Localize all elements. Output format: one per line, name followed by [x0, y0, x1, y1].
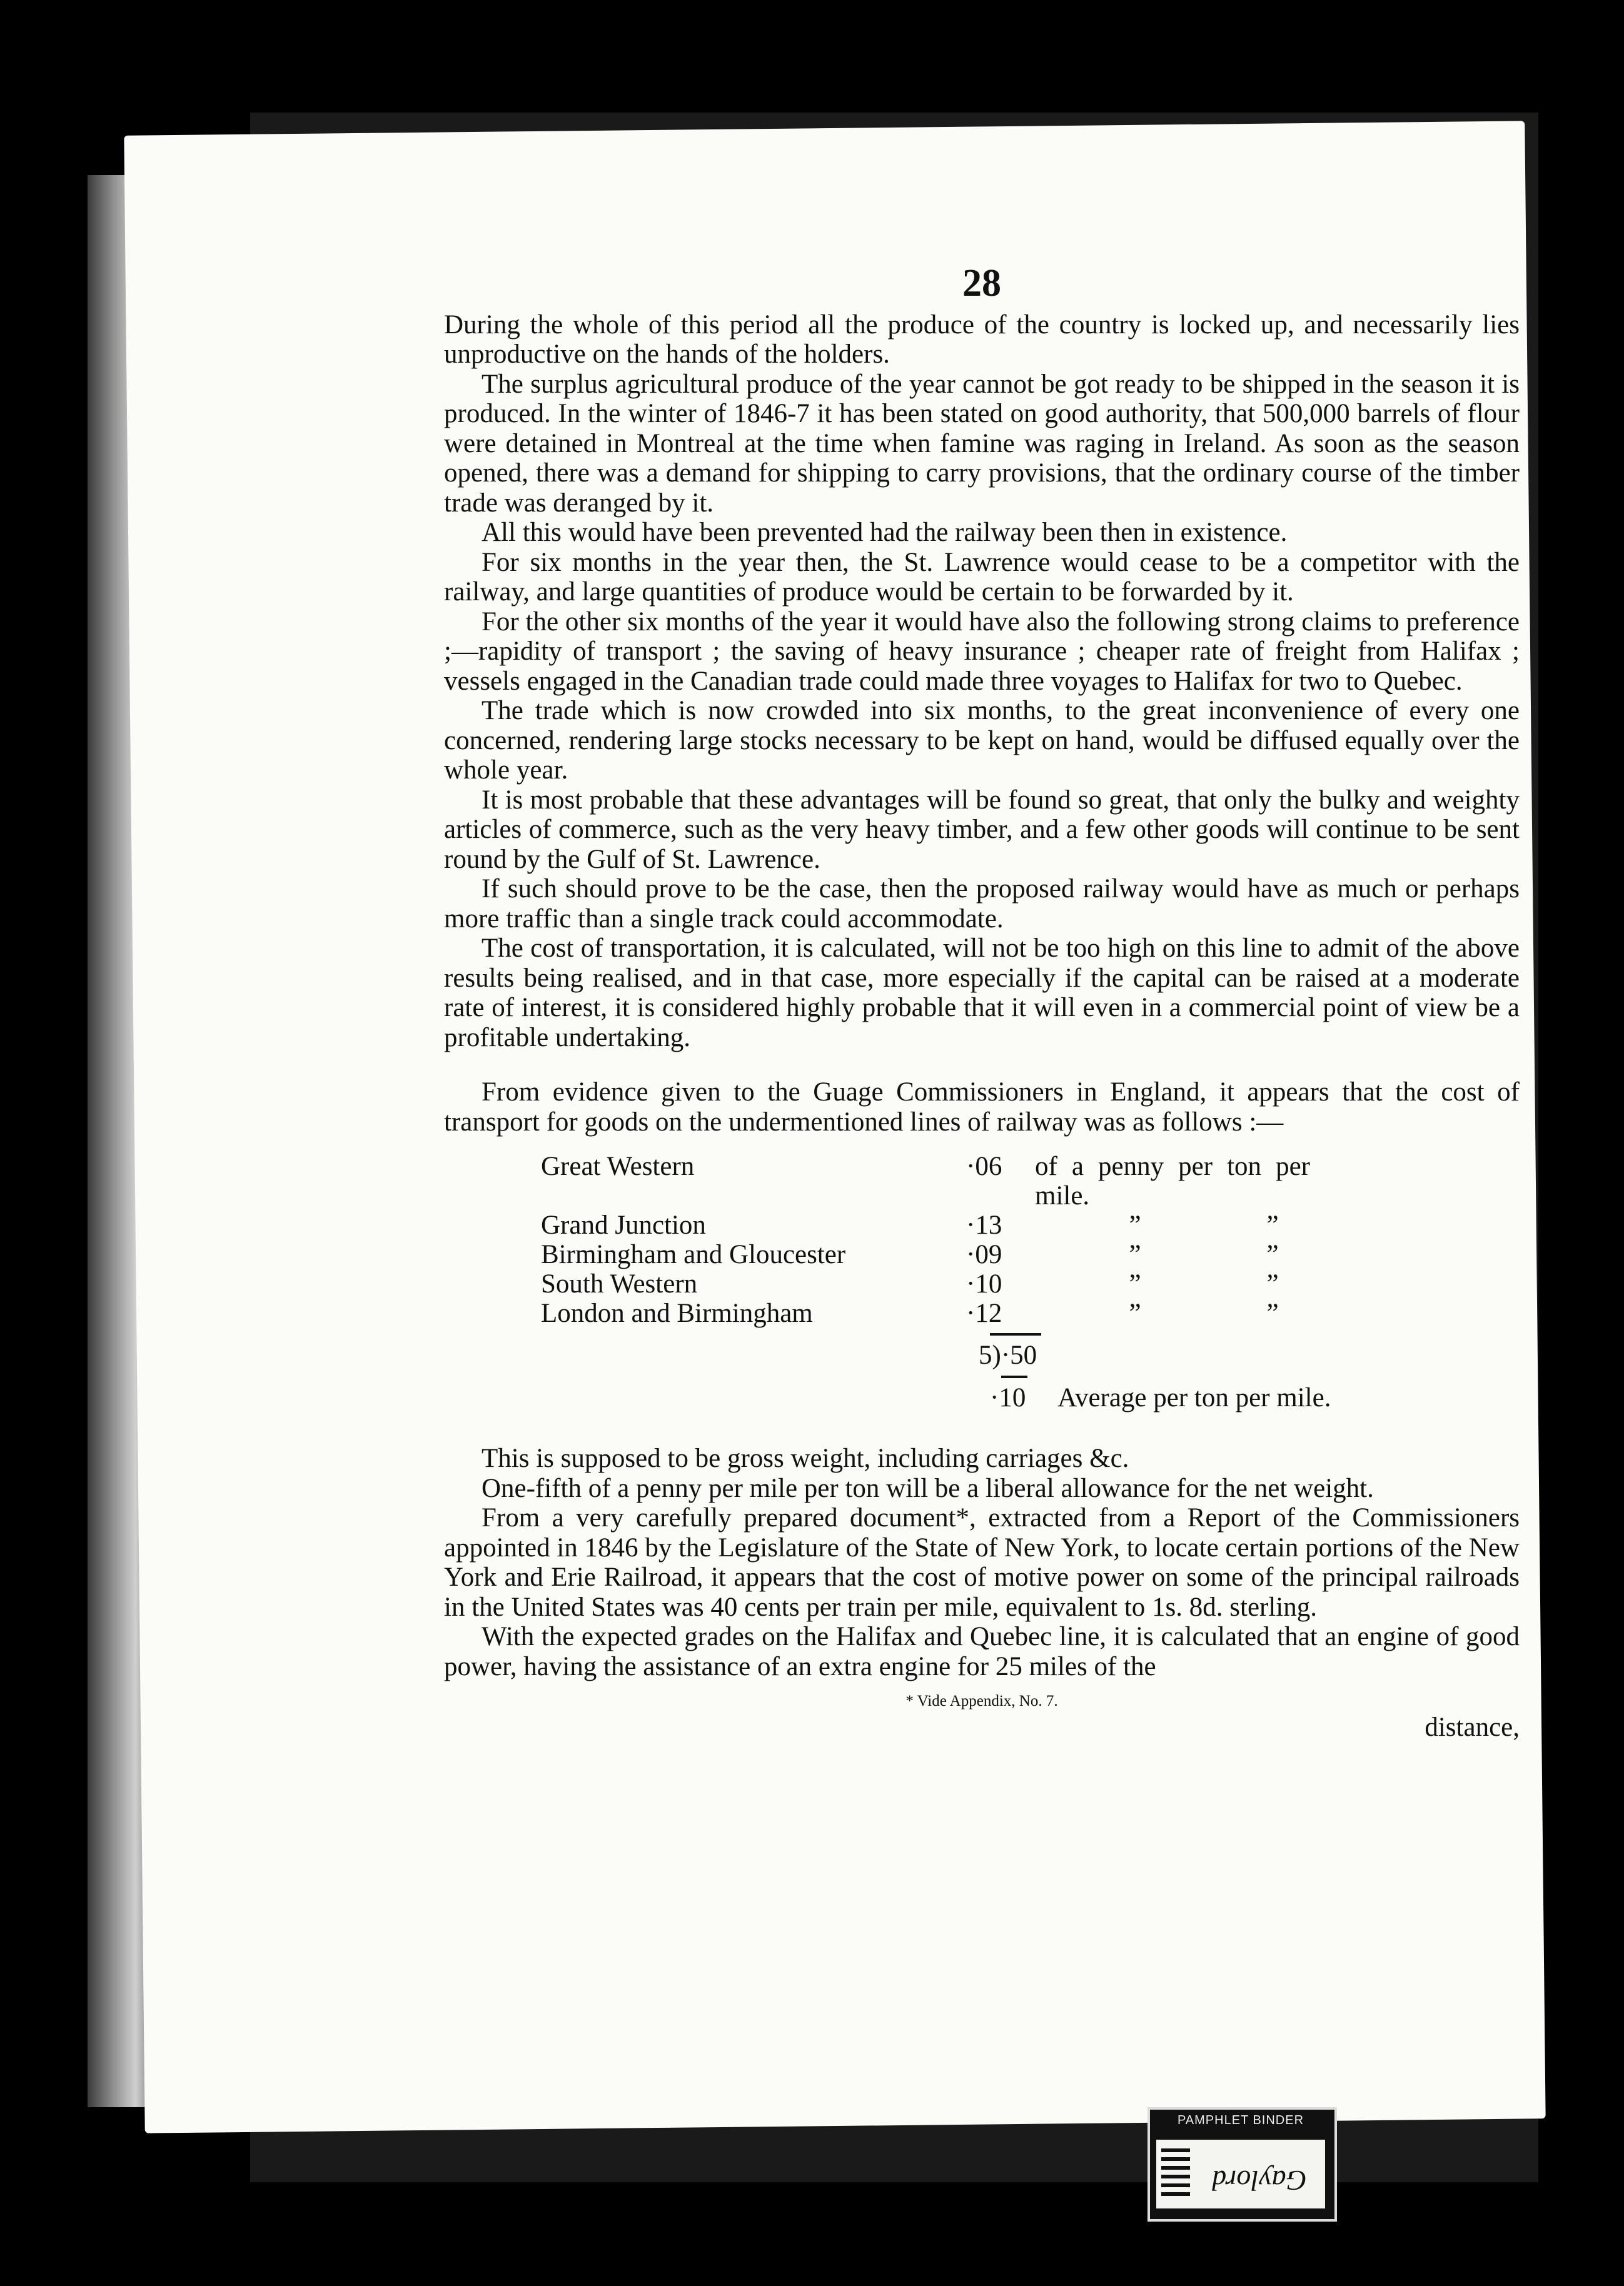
gaylord-logo-icon	[1156, 2140, 1325, 2208]
ditto-mark: ”	[1266, 1299, 1279, 1328]
table-row	[541, 1152, 1310, 1211]
table-row	[541, 1269, 1310, 1299]
ditto-mark: ”	[1129, 1240, 1141, 1269]
catchword: distance,	[1425, 1712, 1520, 1742]
binder-label	[1147, 2107, 1337, 2222]
rate-unit: of a penny per ton per mile.	[1035, 1152, 1310, 1211]
paragraph: During the whole of this period all the produce of the country is locked up, and necessarily lies unproductive on the hands of the holders.	[444, 310, 1520, 369]
ditto-mark: ”	[1266, 1269, 1279, 1299]
paragraph: If such should prove to be the case, then the proposed railway would have as much or perhaps more traffic than a single track could accommodate.	[444, 874, 1520, 934]
rate-value: ·10	[966, 1269, 1002, 1299]
svg-text:Gaylord: Gaylord	[1212, 2165, 1307, 2197]
sum-block	[979, 1333, 1520, 1412]
line-name: Birmingham and Gloucester	[541, 1240, 846, 1269]
paragraph: The cost of transportation, it is calculated, will not be too high on this line to admit of the above results being realised, and in that case, more especially if the capital can be raised at a moderate rate of interest, it is considered highly probable that it will even in a commercial point of view be a profitable undertaking.	[444, 934, 1520, 1052]
table-row	[541, 1240, 1310, 1269]
line-name: Grand Junction	[541, 1211, 706, 1240]
paragraph: With the expected grades on the Halifax and Quebec line, it is calculated that an engine of good power, having the assistance of an extra engine for 25 miles of the	[444, 1622, 1520, 1681]
ditto-mark: ”	[1129, 1299, 1141, 1328]
average-value: ·10	[990, 1382, 1026, 1412]
paragraph: From a very carefully prepared document*, extracted from a Report of the Commissioners appointed in 1846 by the Legislature of the State of New York, to locate certain portions of the New York and Erie Railroad, it appears that the cost of motive power on some of the principal railroads in the United States was 40 cents per train per mile, equivalent to 1s. 8d. sterling.	[444, 1503, 1520, 1622]
paragraph: One-fifth of a penny per mile per ton will be a liberal allowance for the net weight.	[482, 1473, 1374, 1503]
rates-table	[541, 1152, 1310, 1328]
page-number: 28	[962, 262, 1001, 305]
paragraph: This is supposed to be gross weight, including carriages &c.	[482, 1444, 1129, 1473]
paragraph: The trade which is now crowded into six months, to the great inconvenience of every one concerned, rendering large stocks necessary to be kept on hand, would be diffused equally over the whole year.	[444, 696, 1520, 785]
rate-value: ·12	[966, 1299, 1002, 1328]
table-row	[541, 1299, 1310, 1328]
paragraph: For six months in the year then, the St. Lawrence would cease to be a competitor with the railway, and large quantities of produce would be certain to be forwarded by it.	[444, 547, 1520, 607]
line-name: South Western	[541, 1269, 698, 1299]
line-name: Great Western	[541, 1152, 695, 1181]
ditto-mark: ”	[1266, 1211, 1279, 1240]
paragraph: All this would have been prevented had the railway been then in existence.	[482, 518, 1288, 547]
sum-rule	[990, 1333, 1041, 1336]
rate-value: ·09	[966, 1240, 1002, 1269]
paragraph: The surplus agricultural produce of the year cannot be got ready to be shipped in the season it is produced. In the winter of 1846-7 it has been stated on good authority, that 500,000 barrels of flour were detained in Montreal at the time when famine was raging in Ireland. As soon as the season opened, there was a demand for shipping to carry provisions, that the ordinary course of the timber trade was deranged by it.	[444, 369, 1520, 518]
line-name: London and Birmingham	[541, 1299, 813, 1328]
paragraph: It is most probable that these advantages will be found so great, that only the bulky and weighty articles of commerce, such as the very heavy timber, and a few other goods will continue to be sent round by the Gulf of St. Lawrence.	[444, 785, 1520, 874]
paragraph: For the other six months of the year it would have also the following strong claims to preference ;—rapidity of transport ; the saving of heavy insurance ; cheaper rate of freight from Halifax ; vessels engaged in the Canadian trade could made three voyages to Halifax for two to Quebec.	[444, 607, 1520, 696]
table-row	[541, 1211, 1310, 1240]
average-label: Average per ton per mile.	[1057, 1382, 1331, 1412]
page-text	[444, 262, 1520, 1742]
ditto-mark: ”	[1129, 1269, 1141, 1299]
ditto-mark: ”	[1266, 1240, 1279, 1269]
rate-value: ·06	[966, 1152, 1002, 1181]
rate-value: ·13	[966, 1211, 1002, 1240]
ditto-mark: ”	[1129, 1211, 1141, 1240]
binder-label-text: PAMPHLET BINDER	[1177, 2113, 1304, 2127]
footnote: * Vide Appendix, No. 7.	[905, 1693, 1058, 1709]
table-intro: From evidence given to the Guage Commissioners in England, it appears that the cost of transport for goods on the undermentioned lines of railway was as follows :—	[444, 1077, 1520, 1137]
sum-rule	[1001, 1376, 1027, 1378]
sum-value: 5)·50	[979, 1341, 1037, 1370]
